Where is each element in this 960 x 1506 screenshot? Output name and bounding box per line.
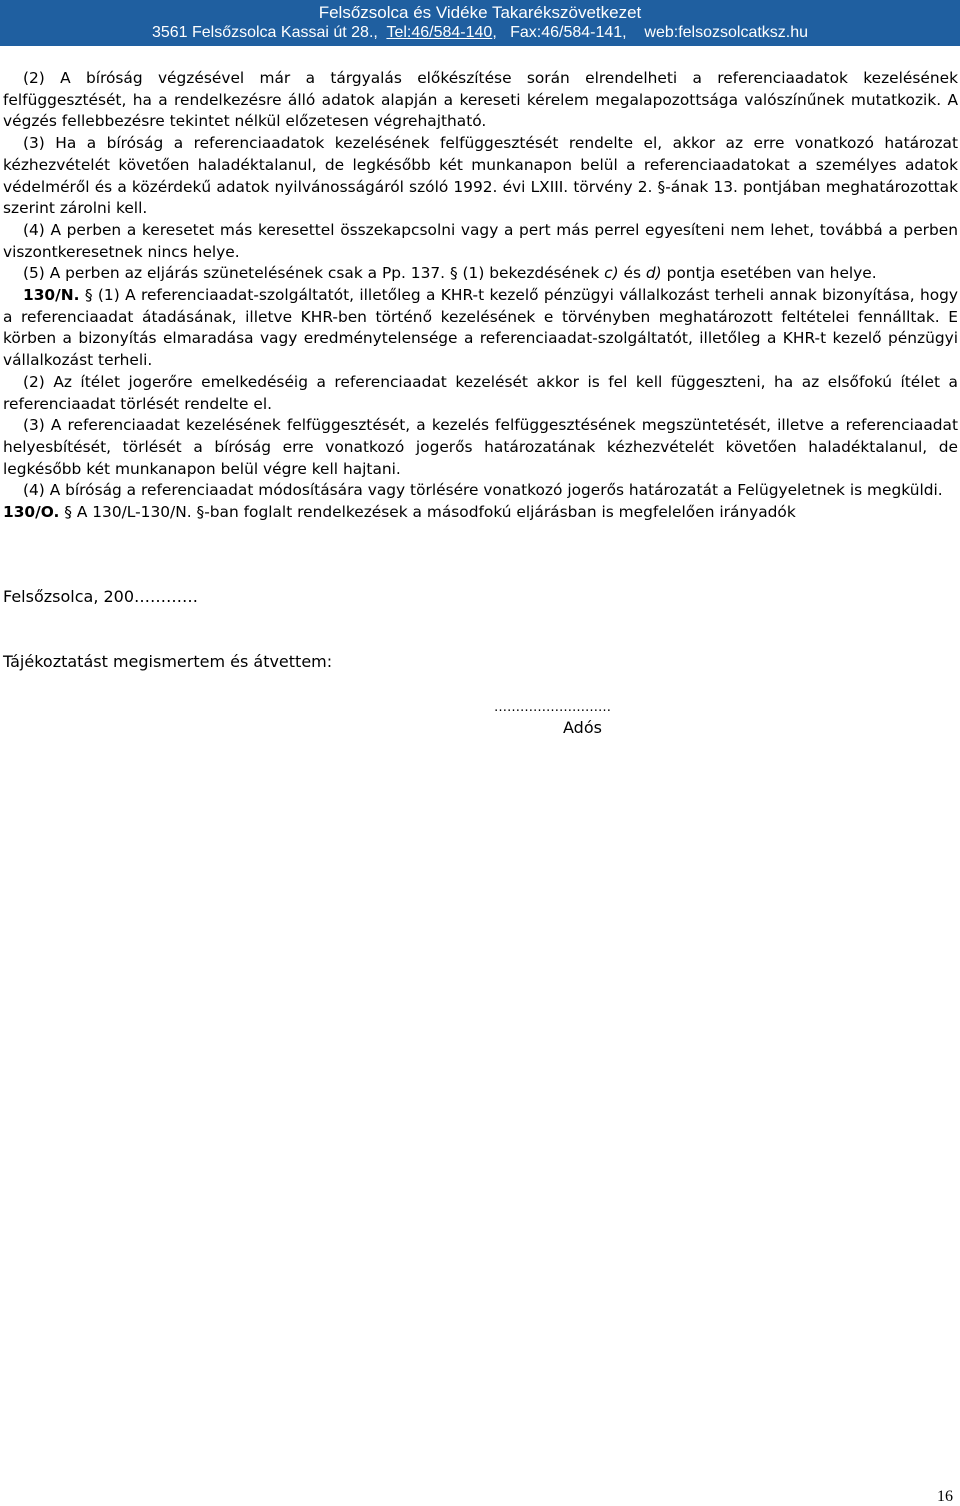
paragraph-4: (4) A perben a keresetet más keresettel összekapcsolni vagy a pert más perrel egyesíteni nem lehet, továbbá a perben viszontkeresetnek nincs helye. <box>3 220 958 261</box>
phone: Tel:46/584-140 <box>386 24 493 41</box>
section-130n-3: (3) A referenciaadat kezelésének felfüggesztését, a kezelés felfüggesztésének megszüntetését, illetve a referenciaadat helyesbítését, törlését a bíróság erre vonatkozó jogerős határozatának kézhezvételét követően haladéktalanul, de legkésőbb két munkanapon belül végre kell hajtani. <box>3 416 958 478</box>
section-130o-heading: 130/O. <box>3 503 60 522</box>
paragraph-3: (3) Ha a bíróság a referenciaadatok kezelésének felfüggesztését rendelte el, akkor az erre vonatkozó határozat kézhezvételét követően haladéktalanul, de legkésőbb két munkanapon belül a referenciaadatokat a személyes adatok védelméről és a közérdekű adatok nyilvánosságáról szóló 1992. évi LXIII. törvény 2. §-ának 13. pontjában meghatározottak szerint zárolni kell. <box>3 134 958 218</box>
page-number: 16 <box>937 1488 953 1505</box>
paragraph-5-text-b: és <box>618 264 646 283</box>
place-date: Felsőzsolca, 200………… <box>3 587 199 606</box>
web: web:felsozsolcatksz.hu <box>644 24 809 41</box>
section-130n-4: (4) A bíróság a referenciaadat módosítására vagy törlésére vonatkozó jogerős határozatát a Felügyeletnek is megküldi. <box>23 481 943 500</box>
fax: Fax:46/584-141 <box>510 24 623 41</box>
section-130o <box>3 502 958 524</box>
section-130n <box>3 285 958 372</box>
paragraph-5-text-a: (5) A perben az eljárás szünetelésének csak a Pp. 137. § (1) bekezdésének <box>23 264 605 283</box>
section-130n-heading: 130/N. <box>23 286 80 305</box>
signature-label: Adós <box>563 718 602 737</box>
address: 3561 Felsőzsolca Kassai út 28. <box>151 24 374 41</box>
paragraph-2: (2) A bíróság végzésével már a tárgyalás előkészítése során elrendelheti a referenciaadatok kezelésének felfüggesztését, ha a rendelkezésre álló adatok alapján a kereseti kérelem megalapozottsága valószínűnek mutatkozik. A végzés fellebbezésre tekintet nélkül előzetesen végrehajtható. <box>3 69 958 131</box>
point-d: d) <box>645 264 662 283</box>
paragraph-5-text-c: pontja esetében van helye. <box>661 264 877 283</box>
section-130n-2: (2) Az ítélet jogerőre emelkedéséig a referenciaadat kezelését akkor is fel kell függeszteni, ha az elsőfokú ítélet a referenciaadat törlését rendelte el. <box>3 372 958 413</box>
paragraph-5 <box>3 263 958 285</box>
document-body <box>3 68 958 524</box>
section-130n-text: § (1) A referenciaadat-szolgáltatót, illetőleg a KHR-t kezelő pénzügyi vállalkozást terheli annak bizonyítása, hogy a referenciaadat átadásának, illetve KHR-ben történő kezelésének e törvényben meghatározott feltételei fennálltak. E körben a bizonyítás elmaradása vagy eredménytelensége a referenciaadat-szolgáltatót, illetőleg a KHR-t kezelő pénzügyi vállalkozást terheli. <box>3 286 958 370</box>
org-name: Felsőzsolca és Vidéke Takarékszövetkezet <box>318 3 642 22</box>
signature-line: ……………………… <box>494 700 611 715</box>
contact-line: 3561 Felsőzsolca Kassai út 28., Tel:46/584-140, Fax:46/584-141, web:felsozsolcatksz.hu <box>151 24 809 41</box>
section-130o-text: § A 130/L-130/N. §-ban foglalt rendelkezések a másodfokú eljárásban is megfelelően irányadók <box>59 503 796 522</box>
point-c: c) <box>604 264 619 283</box>
acknowledgement: Tájékoztatást megismertem és átvettem: <box>3 652 333 671</box>
letterhead <box>0 0 960 46</box>
